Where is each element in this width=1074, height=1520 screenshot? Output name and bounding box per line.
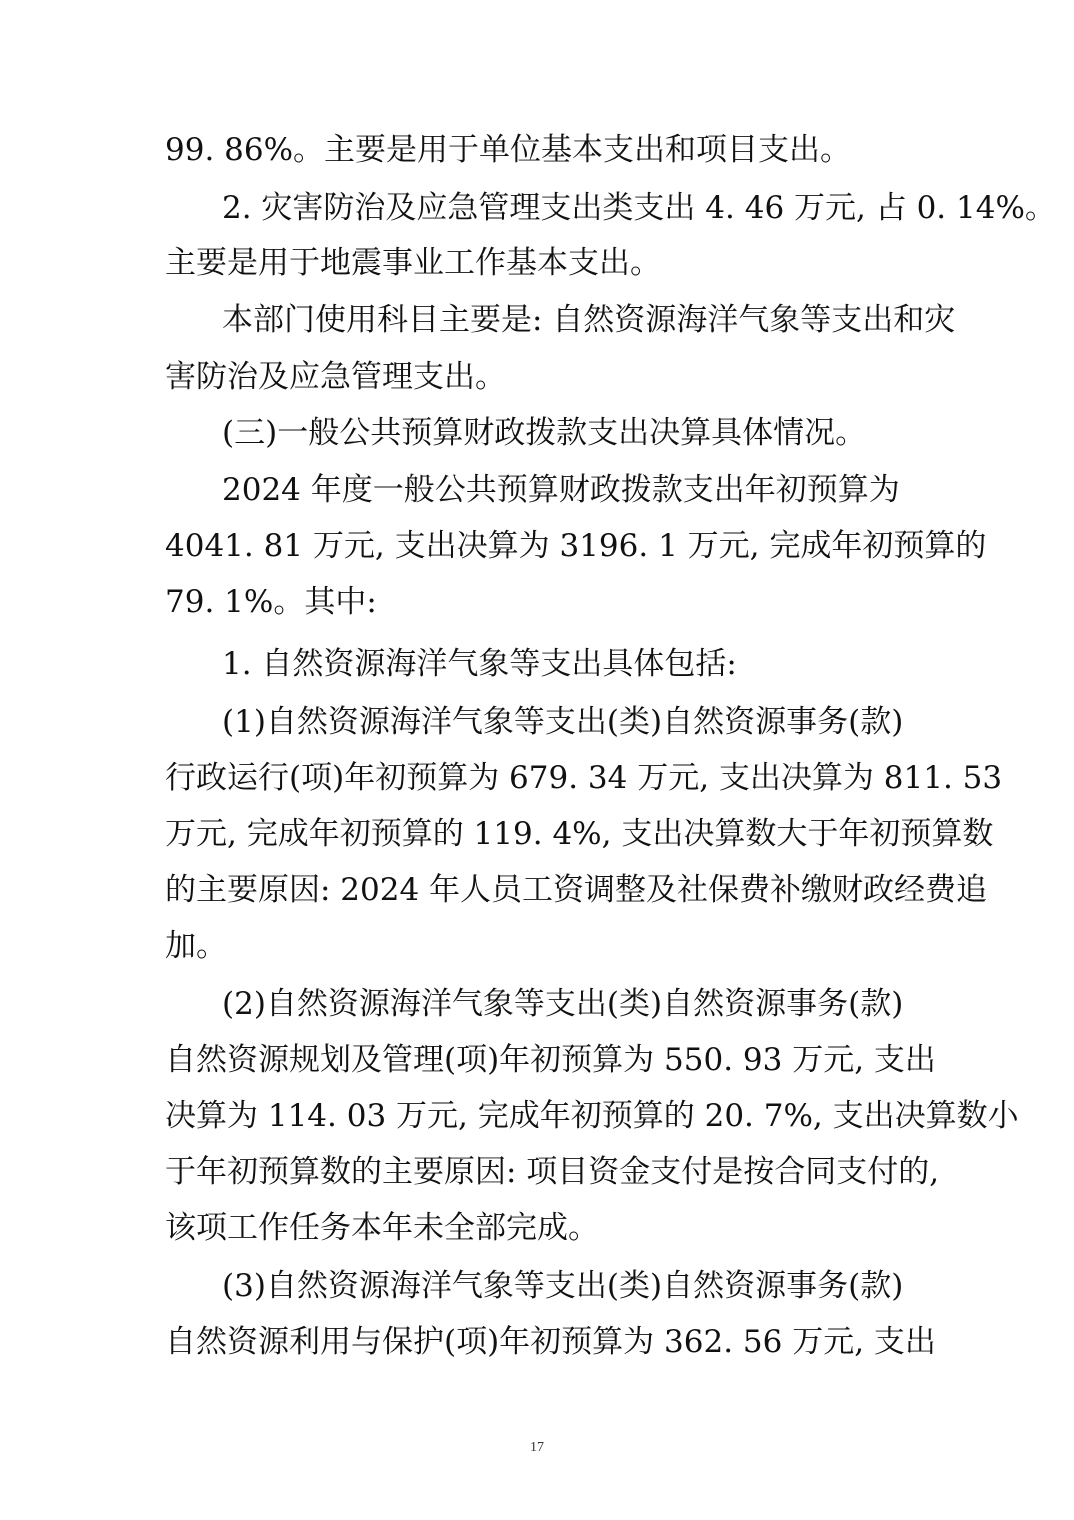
text-line: 本部门使用科目主要是: 自然资源海洋气象等支出和灾 [222, 302, 956, 338]
text-line: 主要是用于地震事业工作基本支出。 [165, 245, 661, 281]
text-line: (2)自然资源海洋气象等支出(类)自然资源事务(款) [222, 986, 904, 1022]
text-line: 万元, 完成年初预算的 119. 4%, 支出决算数大于年初预算数 [165, 816, 994, 852]
text-line: 79. 1%。其中: [165, 584, 377, 620]
text-line: 1. 自然资源海洋气象等支出具体包括: [222, 646, 737, 682]
text-line: (1)自然资源海洋气象等支出(类)自然资源事务(款) [222, 704, 904, 740]
text-line: 4041. 81 万元, 支出决算为 3196. 1 万元, 完成年初预算的 [165, 528, 987, 564]
text-line: 自然资源利用与保护(项)年初预算为 362. 56 万元, 支出 [165, 1324, 936, 1360]
text-line: 2024 年度一般公共预算财政拨款支出年初预算为 [222, 472, 900, 508]
text-line: 害防治及应急管理支出。 [165, 359, 506, 395]
text-line: 的主要原因: 2024 年人员工资调整及社保费补缴财政经费追 [165, 872, 988, 908]
text-line: (3)自然资源海洋气象等支出(类)自然资源事务(款) [222, 1268, 904, 1304]
text-line: 于年初预算数的主要原因: 项目资金支付是按合同支付的, [165, 1154, 940, 1190]
text-line: 行政运行(项)年初预算为 679. 34 万元, 支出决算为 811. 53 [165, 760, 1003, 796]
text-line: 自然资源规划及管理(项)年初预算为 550. 93 万元, 支出 [165, 1042, 936, 1078]
text-line: 2. 灾害防治及应急管理支出类支出 4. 46 万元, 占 0. 14%。 [222, 190, 1056, 226]
text-line: 该项工作任务本年未全部完成。 [165, 1210, 599, 1246]
text-line: 99. 86%。主要是用于单位基本支出和项目支出。 [165, 132, 852, 168]
text-line: 决算为 114. 03 万元, 完成年初预算的 20. 7%, 支出决算数小 [165, 1098, 1019, 1134]
section-heading: (三)一般公共预算财政拨款支出决算具体情况。 [222, 415, 867, 451]
page-number: 17 [530, 1440, 544, 1455]
text-line: 加。 [165, 928, 227, 964]
